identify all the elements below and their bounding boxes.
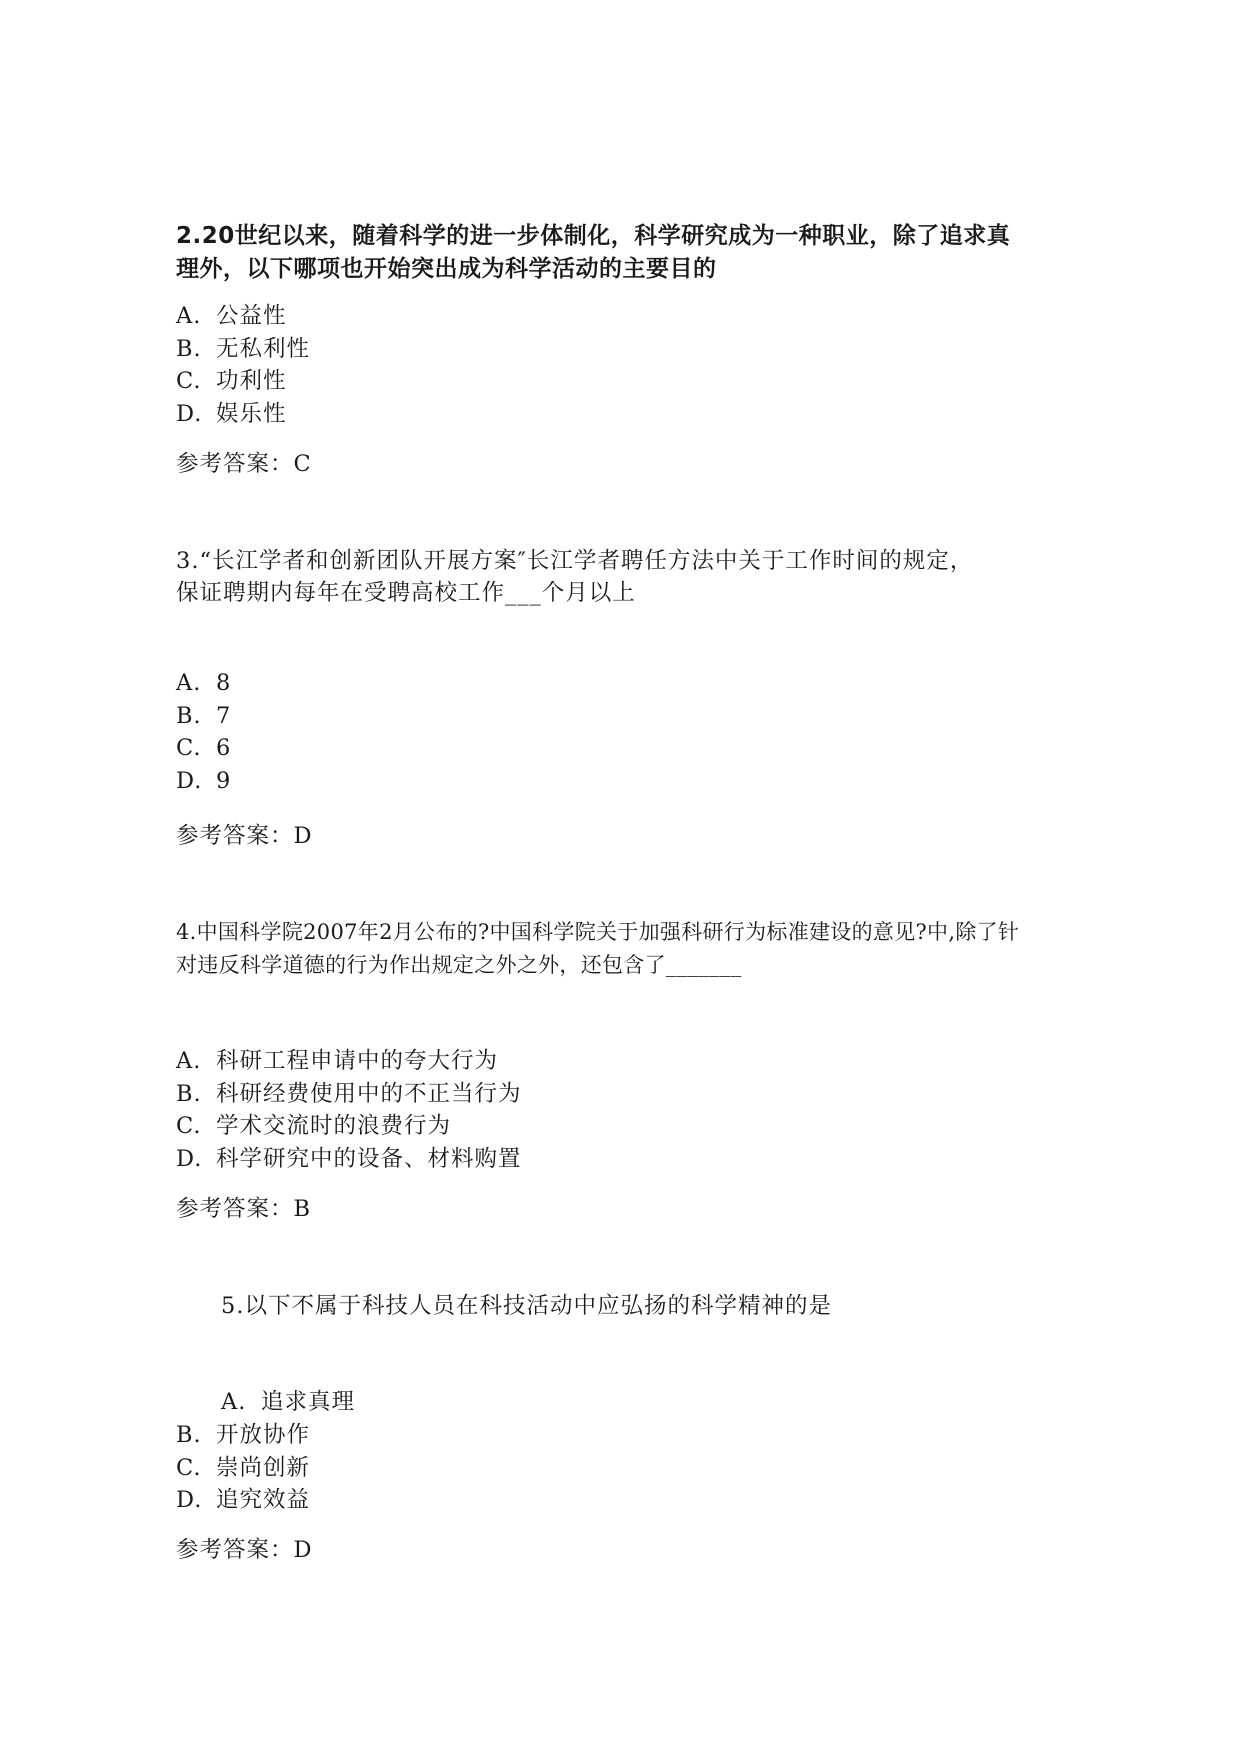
option-letter: C. [176,368,202,394]
option-text: 崇尚创新 [216,1455,311,1481]
option-letter: C. [176,735,202,761]
question-4-option-c [176,1108,451,1140]
question-5-answer: 参考答案：D [176,1537,313,1563]
option-text: 9 [216,768,232,794]
option-text: 6 [216,735,232,761]
option-text: 娱乐性 [216,401,287,427]
option-letter: A. [176,1048,202,1074]
question-3-option-c [176,735,231,761]
option-text: 追求真理 [261,1389,356,1415]
option-letter: A. [221,1389,247,1415]
option-letter: B. [176,703,202,729]
question-2-stem-line-2: 理外，以下哪项也开始突出成为科学活动的主要目的 [176,256,717,282]
option-text: 无私利性 [216,336,311,362]
question-3-stem-line-2: 保证聘期内每年在受聘高校工作___个月以上 [176,580,636,606]
question-5-option-d [176,1482,310,1514]
option-text: 学术交流时的浪费行为 [216,1113,452,1139]
option-letter: D. [176,1146,203,1172]
question-3-option-a [176,670,231,696]
question-3-answer: 参考答案：D [176,823,313,849]
option-letter: D. [176,401,203,427]
question-2-option-a [176,298,287,330]
option-text: 科研工程申请中的夸大行为 [216,1048,499,1074]
option-letter: B. [176,336,202,362]
option-letter: D. [176,768,203,794]
question-5-option-b [176,1417,310,1449]
option-text: 8 [216,670,232,696]
question-2-stem-line-1: 2.20世纪以来，随着科学的进一步体制化，科学研究成为一种职业，除了追求真 [176,223,1011,249]
option-text: 7 [216,703,232,729]
option-letter: A. [176,303,202,329]
question-3-option-d [176,768,231,794]
question-4-option-b [176,1076,522,1108]
question-4-answer: 参考答案：B [176,1196,312,1222]
question-2-option-d [176,396,287,428]
option-letter: B. [176,1422,202,1448]
option-text: 功利性 [216,368,287,394]
option-text: 追究效益 [216,1487,311,1513]
question-3-option-b [176,703,231,729]
option-text: 开放协作 [216,1422,311,1448]
question-4-option-a [176,1043,498,1075]
option-letter: C. [176,1455,202,1481]
question-3-stem-line-1: 3.“长江学者和创新团队开展方案″长江学者聘任方法中关于工作时间的规定， [176,548,974,574]
question-4-stem-line-2: 对违反科学道德的行为作出规定之外之外，还包含了_______ [176,953,742,977]
question-4-option-d [176,1141,522,1173]
option-letter: D. [176,1487,203,1513]
option-letter: C. [176,1113,202,1139]
question-2-option-b [176,331,310,363]
question-5-stem-line-1: 5.以下不属于科技人员在科技活动中应弘扬的科学精神的是 [221,1293,832,1319]
question-4-stem-line-1: 4.中国科学院2007年2月公布的?中国科学院关于加强科研行为标准建设的意见?中,除了针 [176,920,1020,944]
option-text: 公益性 [216,303,287,329]
question-2-option-c [176,363,287,395]
question-5-option-c [176,1450,310,1482]
option-letter: A. [176,670,202,696]
question-2-answer: 参考答案：C [176,451,312,477]
option-letter: B. [176,1081,202,1107]
question-5-option-a [221,1384,355,1416]
option-text: 科研经费使用中的不正当行为 [216,1081,522,1107]
option-text: 科学研究中的设备、材料购置 [216,1146,522,1172]
